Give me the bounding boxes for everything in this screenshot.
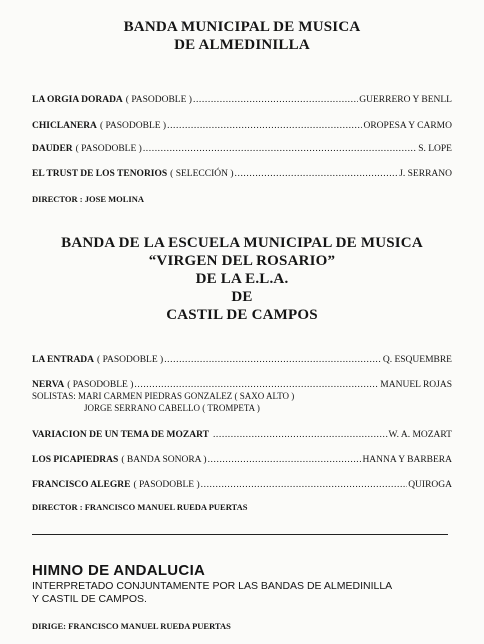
piece-title: LA ORGIA DORADA	[32, 95, 123, 105]
leader-dots	[134, 379, 379, 391]
leader-dots	[164, 354, 382, 366]
piece-composer: W. A. MOZART	[388, 430, 452, 440]
section2-heading-line4: DE	[231, 289, 253, 305]
soloists-line2: JORGE SERRANO CABELLO ( TROMPETA )	[84, 403, 260, 413]
piece-composer: OROPESA Y CARMO	[363, 121, 452, 131]
himno-director: DIRIGE: FRANCISCO MANUEL RUEDA PUERTAS	[32, 621, 231, 631]
piece-genre: ( PASODOBLE )	[99, 121, 167, 131]
leader-dots	[208, 454, 362, 466]
section1-heading-line2: DE ALMEDINILLA	[174, 37, 310, 53]
leader-dots	[143, 143, 417, 155]
section2-heading-line1: BANDA DE LA ESCUELA MUNICIPAL DE MUSICA	[61, 235, 423, 251]
section1-heading-line1: BANDA MUNICIPAL DE MUSICA	[123, 19, 361, 35]
himno-title: HIMNO DE ANDALUCIA	[32, 562, 206, 579]
piece-composer: QUIROGA	[408, 480, 452, 490]
piece-composer: J. SERRANO	[399, 169, 452, 179]
piece-title: NERVA	[32, 380, 65, 390]
program-row	[32, 120, 452, 132]
section2-heading-line3: DE LA E.L.A.	[195, 271, 289, 287]
soloists-line1: SOLISTAS: MARI CARMEN PIEDRAS GONZALEZ ( SAXO ALTO )	[32, 391, 295, 401]
piece-composer: Q. ESQUEMBRE	[382, 355, 452, 365]
piece-title: LOS PICAPIEDRAS	[32, 455, 119, 465]
piece-title: VARIACION DE UN TEMA DE MOZART	[32, 430, 209, 440]
section2-heading-line2: “VIRGEN DEL ROSARIO”	[148, 253, 336, 269]
piece-genre: ( PASODOBLE )	[97, 355, 164, 365]
piece-genre: ( PASODOBLE )	[125, 95, 192, 105]
section2-director: DIRECTOR : FRANCISCO MANUEL RUEDA PUERTAS	[32, 502, 248, 512]
program-row	[32, 429, 452, 441]
piece-title: LA ENTRADA	[32, 355, 95, 365]
section1-director: DIRECTOR : JOSE MOLINA	[32, 194, 145, 204]
leader-dots	[193, 94, 358, 106]
piece-title: DAUDER	[32, 144, 73, 154]
piece-genre: ( PASODOBLE )	[67, 380, 134, 390]
piece-title: CHICLANERA	[32, 121, 97, 131]
piece-title: EL TRUST DE LOS TENORIOS	[32, 169, 168, 179]
section2-heading-line5: CASTIL DE CAMPOS	[166, 307, 318, 323]
leader-dots	[201, 479, 408, 491]
piece-genre: ( BANDA SONORA )	[121, 455, 207, 465]
piece-title: FRANCISCO ALEGRE	[32, 480, 131, 490]
program-row	[32, 454, 452, 466]
himno-text-line2: Y CASTIL DE CAMPOS.	[32, 593, 147, 605]
program-row	[32, 168, 452, 180]
leader-dots	[167, 120, 362, 132]
piece-genre: ( SELECCIÓN )	[170, 169, 234, 179]
himno-text-line1: INTERPRETADO CONJUNTAMENTE POR LAS BANDAS DE ALMEDINILLA	[32, 580, 393, 592]
piece-genre: ( PASODOBLE )	[75, 144, 142, 154]
leader-dots	[213, 429, 388, 441]
piece-composer: GUERRERO Y BENLL	[359, 95, 452, 105]
divider	[32, 534, 448, 535]
program-row	[32, 379, 452, 391]
piece-genre: ( PASODOBLE )	[133, 480, 200, 490]
program-row	[32, 354, 452, 366]
piece-composer: HANNA Y BARBERA	[362, 455, 452, 465]
leader-dots	[235, 168, 399, 180]
program-row	[32, 143, 452, 155]
program-row	[32, 479, 452, 491]
piece-composer: MANUEL ROJAS	[380, 380, 452, 390]
piece-composer: S. LOPE	[418, 144, 452, 154]
program-row	[32, 94, 452, 106]
